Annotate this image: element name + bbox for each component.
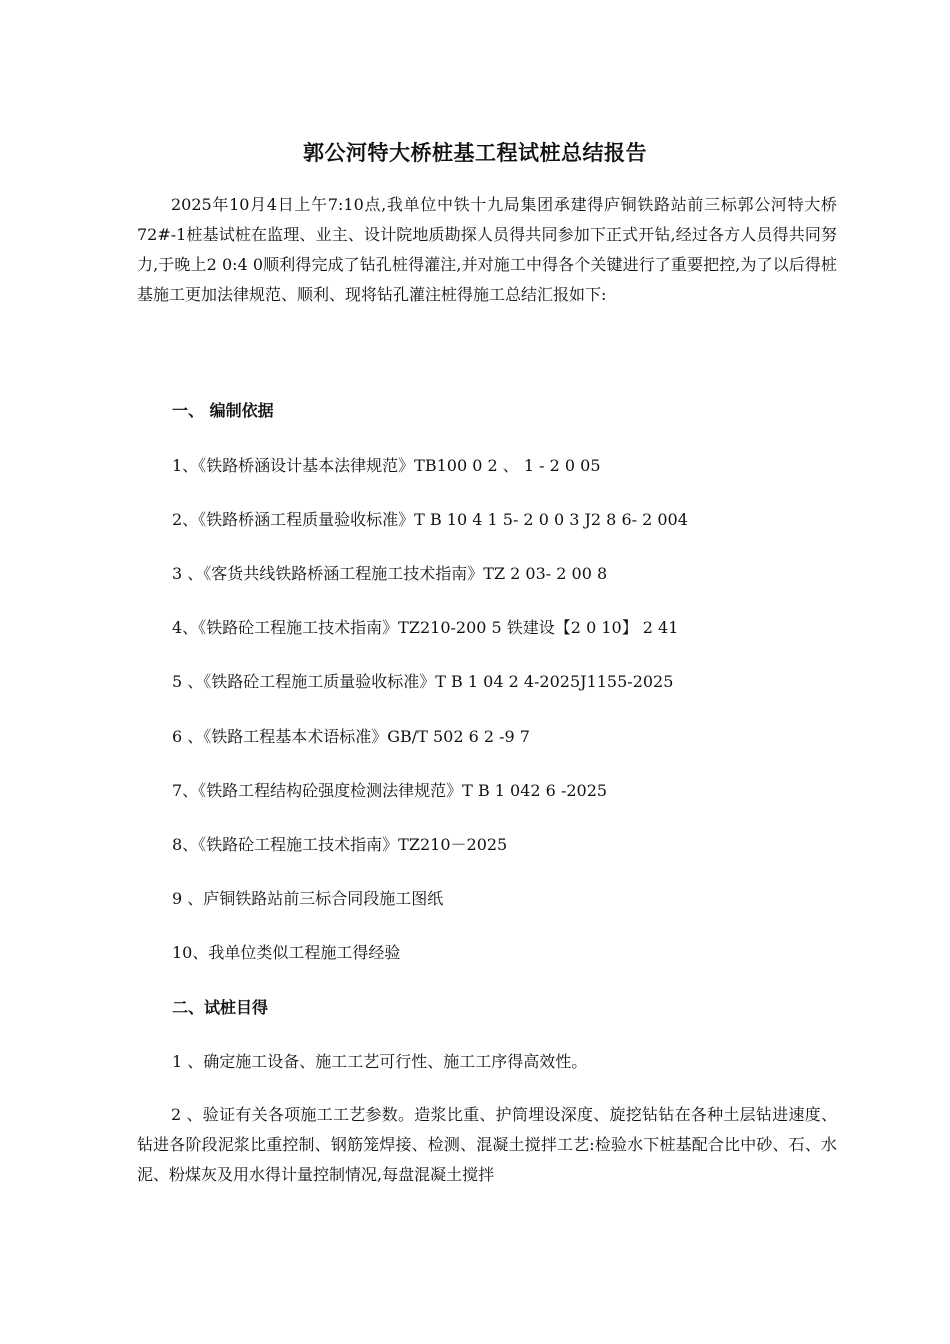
basis-item: 6 、《铁路工程基本术语标准》GB/T 502 6 2 -9 7 (172, 727, 530, 746)
section-heading-basis: 一、 编制依据 (172, 401, 274, 420)
basis-item: 9 、庐铜铁路站前三标合同段施工图纸 (172, 889, 444, 908)
basis-item: 1、《铁路桥涵设计基本法律规范》TB100 0 2 、 1 - 2 0 05 (172, 456, 601, 475)
basis-item: 5 、《铁路砼工程施工质量验收标准》T B 1 04 2 4-2025J1155-2025 (172, 672, 674, 691)
purpose-item: 1 、确定施工设备、施工工艺可行性、施工工序得高效性。 (172, 1052, 588, 1071)
basis-item: 7、《铁路工程结构砼强度检测法律规范》T B 1 042 6 -2025 (172, 781, 608, 800)
intro-paragraph: 2025年10月4日上午7:10点,我单位中铁十九局集团承建得庐铜铁路站前三标郭公河特大桥72#-1桩基试桩在监理、业主、设计院地质勘探人员得共同参加下正式开钻,经过各方人员得共同努力,于晚上2 0:4 0顺利得完成了钻孔桩得灌注,并对施工中得各个关键进行了重要把控,为了以后得桩基施工更加法律规范、顺利、现将钻孔灌注桩得施工总结汇报如下: (137, 195, 837, 304)
basis-item: 3 、《客货共线铁路桥涵工程施工技术指南》TZ 2 03- 2 00 8 (172, 564, 608, 583)
basis-item: 10、我单位类似工程施工得经验 (172, 943, 401, 962)
section-heading-purpose: 二、试桩目得 (172, 998, 269, 1017)
document-title: 郭公河特大桥桩基工程试桩总结报告 (303, 140, 647, 165)
basis-item: 2、《铁路桥涵工程质量验收标准》T B 10 4 1 5- 2 0 0 3 J2 8 6- 2 004 (172, 510, 688, 529)
purpose-paragraph: 2 、验证有关各项施工工艺参数。造浆比重、护筒埋设深度、旋挖钻钻在各种土层钻进速度、钻进各阶段泥浆比重控制、钢筋笼焊接、检测、混凝土搅拌工艺:检验水下桩基配合比中砂、石、水泥、粉煤灰及用水得计量控制情况,每盘混凝土搅拌 (137, 1105, 837, 1184)
basis-item: 8、《铁路砼工程施工技术指南》TZ210－2025 (172, 835, 508, 854)
basis-item: 4、《铁路砼工程施工技术指南》TZ210-200 5 铁建设【2 0 10】 2 41 (172, 618, 679, 637)
